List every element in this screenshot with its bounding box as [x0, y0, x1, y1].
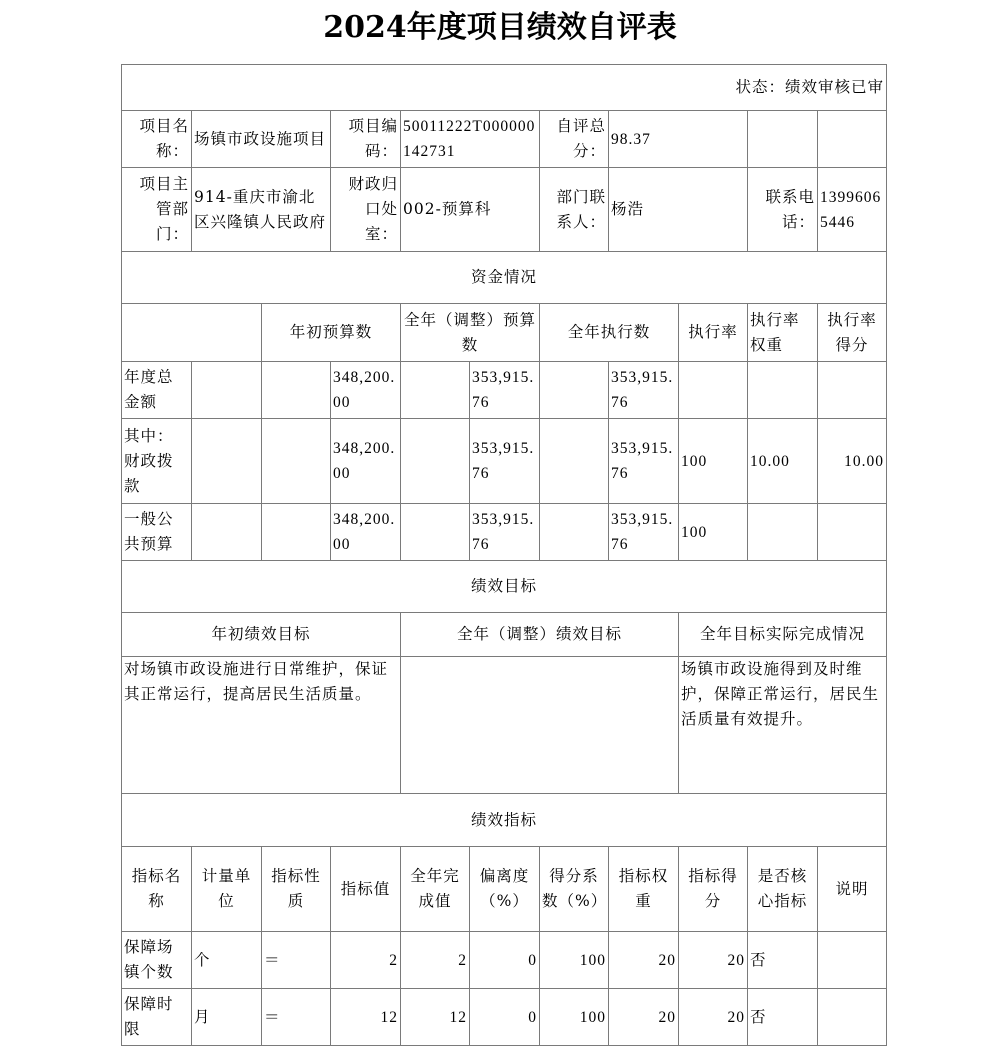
empty-cell	[262, 504, 331, 561]
indicators-section-title: 绩效指标	[122, 794, 887, 847]
finance-office-value: 002-预算科	[401, 168, 540, 252]
ind-score: 20	[679, 989, 748, 1046]
funds-rate	[679, 362, 748, 419]
funds-section-row	[122, 252, 887, 304]
funds-score	[818, 362, 887, 419]
empty-cell	[122, 304, 262, 362]
empty-cell	[192, 504, 262, 561]
funds-row	[122, 504, 887, 561]
ind-header-score: 指标得分	[679, 847, 748, 932]
empty-cell	[401, 504, 470, 561]
ind-header-target: 指标值	[331, 847, 401, 932]
ind-target: 2	[331, 932, 401, 989]
ind-header-core: 是否核心指标	[748, 847, 818, 932]
empty-cell	[192, 419, 262, 504]
funds-initial: 348,200.00	[331, 419, 401, 504]
phone-value: 13996065446	[818, 168, 887, 252]
funds-row	[122, 419, 887, 504]
ind-unit: 月	[192, 989, 262, 1046]
ind-core: 否	[748, 989, 818, 1046]
empty-cell	[540, 504, 609, 561]
empty-cell	[401, 362, 470, 419]
info-row-2	[122, 168, 887, 252]
ind-header-nature: 指标性质	[262, 847, 331, 932]
ind-target: 12	[331, 989, 401, 1046]
goals-section-row	[122, 561, 887, 613]
ind-weight: 20	[609, 932, 679, 989]
ind-header-unit: 计量单位	[192, 847, 262, 932]
ind-coef: 100	[540, 989, 609, 1046]
ind-header-weight: 指标权重	[609, 847, 679, 932]
funds-header-score: 执行率得分	[818, 304, 887, 362]
funds-header-executed: 全年执行数	[540, 304, 679, 362]
ind-header-name: 指标名称	[122, 847, 192, 932]
indicators-header-row	[122, 847, 887, 932]
empty-cell	[818, 111, 887, 168]
dept-label: 项目主管部门：	[122, 168, 192, 252]
ind-weight: 20	[609, 989, 679, 1046]
funds-adjusted: 353,915.76	[470, 504, 540, 561]
ind-deviation: 0	[470, 989, 540, 1046]
status-text: 状态：绩效审核已审	[122, 65, 887, 111]
funds-score: 10.00	[818, 419, 887, 504]
project-code-label: 项目编码：	[331, 111, 401, 168]
contact-value: 杨浩	[609, 168, 748, 252]
project-name-label: 项目名称：	[122, 111, 192, 168]
goals-content-row	[122, 657, 887, 794]
ind-name: 保障时限	[122, 989, 192, 1046]
goals-header-row	[122, 613, 887, 657]
funds-header-adjusted: 全年（调整）预算数	[401, 304, 540, 362]
funds-row-label: 年度总金额	[122, 362, 192, 419]
indicators-section-row	[122, 794, 887, 847]
funds-weight: 10.00	[748, 419, 818, 504]
goals-header-actual: 全年目标实际完成情况	[679, 613, 887, 657]
funds-executed: 353,915.76	[609, 362, 679, 419]
funds-weight	[748, 504, 818, 561]
phone-label: 联系电话：	[748, 168, 818, 252]
ind-core: 否	[748, 932, 818, 989]
empty-cell	[540, 362, 609, 419]
self-score-label: 自评总分：	[540, 111, 609, 168]
ind-actual: 12	[401, 989, 470, 1046]
funds-executed: 353,915.76	[609, 419, 679, 504]
goals-header-adjusted: 全年（调整）绩效目标	[401, 613, 679, 657]
funds-section-title: 资金情况	[122, 252, 887, 304]
funds-initial: 348,200.00	[331, 504, 401, 561]
funds-row-label: 一般公共预算	[122, 504, 192, 561]
contact-label: 部门联系人：	[540, 168, 609, 252]
funds-row	[122, 362, 887, 419]
funds-initial: 348,200.00	[331, 362, 401, 419]
self-score-value: 98.37	[609, 111, 748, 168]
empty-cell	[262, 362, 331, 419]
funds-header-row	[122, 304, 887, 362]
empty-cell	[540, 419, 609, 504]
empty-cell	[748, 111, 818, 168]
goals-section-title: 绩效目标	[122, 561, 887, 613]
empty-cell	[192, 362, 262, 419]
dept-value: 914-重庆市渝北区兴隆镇人民政府	[192, 168, 331, 252]
status-row	[122, 65, 887, 111]
ind-unit: 个	[192, 932, 262, 989]
funds-rate: 100	[679, 504, 748, 561]
funds-adjusted: 353,915.76	[470, 362, 540, 419]
funds-header-weight: 执行率权重	[748, 304, 818, 362]
funds-header-rate: 执行率	[679, 304, 748, 362]
ind-nature: ＝	[262, 989, 331, 1046]
funds-rate: 100	[679, 419, 748, 504]
goal-adjusted-text	[401, 657, 679, 794]
funds-row-label: 其中：财政拨款	[122, 419, 192, 504]
ind-nature: ＝	[262, 932, 331, 989]
ind-coef: 100	[540, 932, 609, 989]
funds-score	[818, 504, 887, 561]
ind-score: 20	[679, 932, 748, 989]
ind-deviation: 0	[470, 932, 540, 989]
project-code-value: 50011222T000000142731	[401, 111, 540, 168]
project-name-value: 场镇市政设施项目	[192, 111, 331, 168]
page-title: 2024年度项目绩效自评表	[323, 10, 677, 45]
goal-initial-text: 对场镇市政设施进行日常维护，保证其正常运行，提高居民生活质量。	[122, 657, 401, 794]
funds-header-initial: 年初预算数	[262, 304, 401, 362]
ind-header-deviation: 偏离度（%）	[470, 847, 540, 932]
evaluation-table	[121, 64, 887, 1046]
ind-header-actual: 全年完成值	[401, 847, 470, 932]
funds-executed: 353,915.76	[609, 504, 679, 561]
indicator-row	[122, 989, 887, 1046]
ind-name: 保障场镇个数	[122, 932, 192, 989]
goal-actual-text: 场镇市政设施得到及时维护，保障正常运行，居民生活质量有效提升。	[679, 657, 887, 794]
ind-note	[818, 989, 887, 1046]
empty-cell	[401, 419, 470, 504]
info-row-1	[122, 111, 887, 168]
ind-note	[818, 932, 887, 989]
finance-office-label: 财政归口处室：	[331, 168, 401, 252]
ind-header-note: 说明	[818, 847, 887, 932]
indicator-row	[122, 932, 887, 989]
empty-cell	[262, 419, 331, 504]
ind-header-coef: 得分系数（%）	[540, 847, 609, 932]
ind-actual: 2	[401, 932, 470, 989]
funds-adjusted: 353,915.76	[470, 419, 540, 504]
goals-header-initial: 年初绩效目标	[122, 613, 401, 657]
funds-weight	[748, 362, 818, 419]
